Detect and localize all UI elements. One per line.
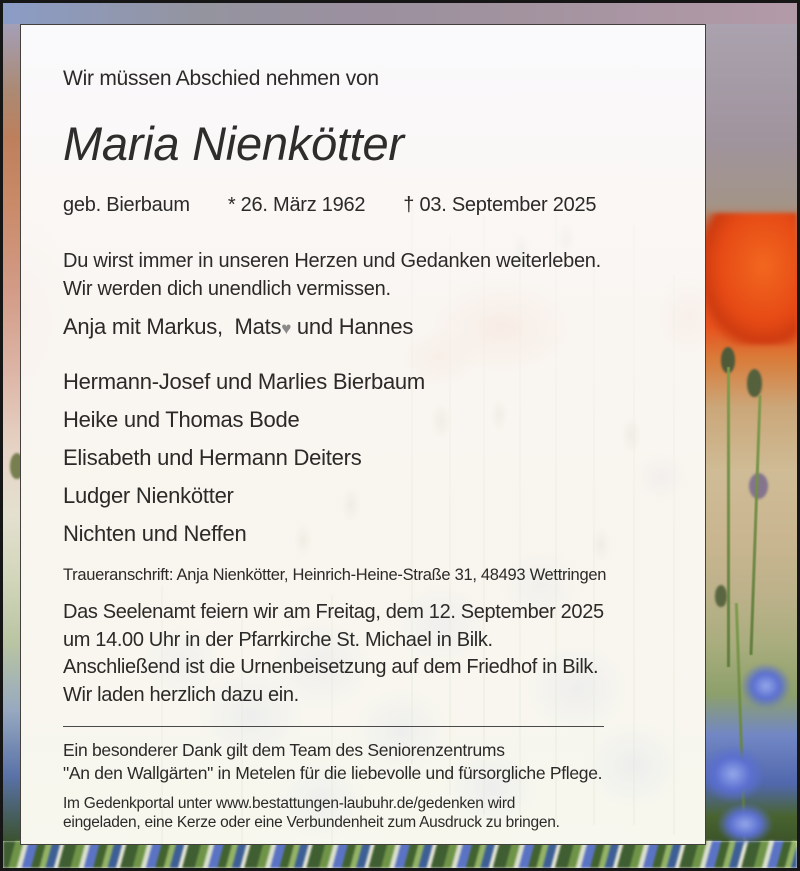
notice-content bbox=[21, 25, 705, 832]
mourning-address: Traueranschrift: Anja Nienkötter, Heinrich-Heine-Straße 31, 48493 Wettringen bbox=[63, 566, 607, 584]
photo-margin-right bbox=[702, 24, 797, 841]
life-dates bbox=[63, 193, 675, 217]
photo-margin-left bbox=[3, 24, 20, 841]
service-line: Wir laden herzlich dazu ein. bbox=[63, 683, 299, 706]
heart-icon: ♥ bbox=[281, 319, 292, 338]
deceased-name: Maria Nienkötter bbox=[63, 117, 404, 170]
notice-card bbox=[20, 24, 706, 845]
poppy-seed-pod bbox=[715, 585, 727, 607]
service-line: Anschließend ist die Urnenbeisetzung auf dem Friedhof in Bilk. bbox=[63, 656, 599, 678]
photo-margin-top bbox=[3, 3, 797, 24]
cornflower bbox=[701, 745, 765, 803]
cornflower bbox=[741, 663, 791, 709]
death-date: † 03. September 2025 bbox=[403, 194, 597, 216]
poppy-seed-pod bbox=[747, 369, 762, 397]
family-primary-prefix: Anja mit Markus, Mats bbox=[63, 314, 282, 339]
mourner-line: Heike und Thomas Bode bbox=[63, 407, 300, 432]
service-line: um 14.00 Uhr in der Pfarrkirche St. Michael in Bilk. bbox=[63, 628, 493, 651]
cornflower bbox=[717, 803, 773, 845]
farewell-text bbox=[63, 247, 675, 303]
mourner-line: Nichten und Neffen bbox=[63, 521, 247, 546]
mourner-line: Elisabeth und Hermann Deiters bbox=[63, 445, 362, 470]
mourner-line: Hermann-Josef und Marlies Bierbaum bbox=[63, 369, 425, 394]
mourner-line: Ludger Nienkötter bbox=[63, 483, 234, 508]
farewell-line: Du wirst immer in unseren Herzen und Gedanken weiterleben. bbox=[63, 250, 601, 272]
service-details bbox=[63, 599, 675, 709]
farewell-line: Wir werden dich unendlich vermissen. bbox=[63, 278, 391, 300]
grass-meadow-strip bbox=[3, 841, 797, 868]
mourners-list bbox=[63, 363, 675, 553]
flower-stem bbox=[727, 367, 730, 667]
birth-date: * 26. März 1962 bbox=[227, 194, 366, 216]
divider-line bbox=[63, 726, 604, 727]
poppy-flower bbox=[701, 213, 797, 345]
thanks-line: "An den Wallgärten" in Metelen für die liebevolle und fürsorgliche Pflege. bbox=[63, 763, 603, 783]
memorial-portal-text bbox=[63, 794, 675, 832]
intro-line: Wir müssen Abschied nehmen von bbox=[63, 67, 379, 90]
birth-name: geb. Bierbaum bbox=[63, 194, 190, 216]
service-line: Das Seelenamt feiern wir am Freitag, dem 12. September 2025 bbox=[63, 601, 604, 623]
thanks-line: Ein besonderer Dank gilt dem Team des Seniorenzentrums bbox=[63, 740, 505, 760]
thanks-text bbox=[63, 739, 675, 785]
flower-bud bbox=[749, 473, 768, 499]
memorial-line: Im Gedenkportal unter www.bestattungen-laubuhr.de/gedenken wird bbox=[63, 795, 516, 812]
family-primary-line bbox=[63, 312, 675, 344]
memorial-line: eingeladen, eine Kerze oder eine Verbundenheit zum Ausdruck zu bringen. bbox=[63, 814, 560, 831]
family-primary-suffix: und Hannes bbox=[291, 314, 414, 339]
